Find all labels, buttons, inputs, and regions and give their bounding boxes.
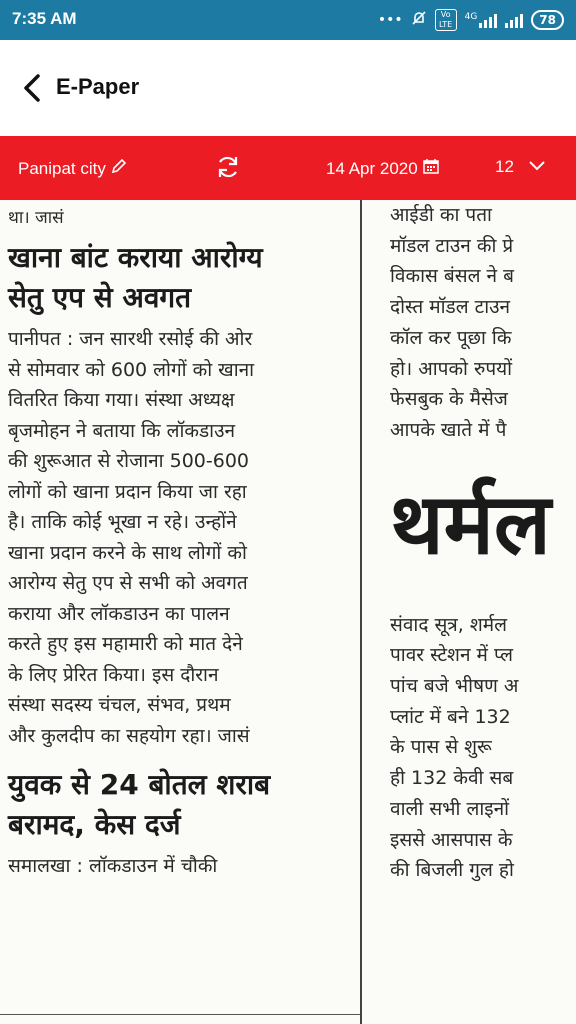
body-line: हो। आपको रुपयों [390,357,513,380]
body-line: कराया और लॉकडाउन का पालन [8,602,230,625]
body-line: पांच बजे भीषण अ [390,675,519,698]
body-line: आरोग्य सेतु एप से सभी को अवगत [8,572,248,594]
left-column [8,204,348,882]
status-time: 7:35 AM [12,9,77,28]
column-divider [360,200,362,1024]
body-line: लोगों को खाना प्रदान किया जा रहा [8,480,247,503]
headline-line: बरामद, केस दर्ज [8,808,181,841]
body-line: और कुलदीप का सहयोग रहा। जासं [8,724,250,747]
dots-icon: ••• [377,12,403,28]
body-line: करते हुए इस महामारी को मात देने [8,633,243,655]
body-line: समालखा : लॉकडाउन में चौकी [8,855,218,877]
refresh-icon [214,153,242,186]
calendar-icon [422,157,440,180]
body-line: वितरित किया गया। संस्था अध्यक्ष [8,389,235,411]
bottom-divider [0,1014,360,1015]
story2-headline [8,765,348,845]
signal-icon [505,12,523,28]
body-line: से सोमवार को 600 लोगों को खाना [8,358,255,381]
article-fragment: था। जासं [8,208,64,228]
mute-icon [411,10,427,30]
body-line: संस्था सदस्य चंचल, संभव, प्रथम [8,694,231,716]
headline-line: युवक से 24 बोतल शराब [8,768,271,801]
city-label: Panipat city [18,158,106,178]
back-arrow-icon[interactable] [18,70,48,106]
body-line: पावर स्टेशन में प्ल [390,644,514,667]
status-icons [378,9,564,31]
body-line: दोस्त मॉडल टाउन [390,296,511,319]
body-line: के लिए प्रेरित किया। इस दौरान [8,663,219,686]
body-line: बृजमोहन ने बताया कि लॉकडाउन [8,419,236,442]
story2-body [8,851,348,882]
page-number: 12 [495,157,514,176]
body-line: की शुरूआत से रोजाना 500-600 [8,450,250,472]
epaper-page[interactable] [0,200,576,1024]
signal-4g-icon: 4G [465,12,498,28]
body-line: प्लांट में बने 132 [390,705,511,728]
pencil-icon [110,157,128,180]
body-line: विकास बंसल ने ब [390,265,514,288]
story1-body [8,324,348,751]
chevron-down-icon [528,157,546,177]
page-selector[interactable] [495,157,546,177]
body-line: पानीपत : जन सारथी रसोई की ओर [8,328,253,350]
story1-headline [8,238,348,318]
big-headline: थर्मल [390,474,551,573]
body-line: फेसबुक के मैसेज [390,388,508,411]
body-line: आईडी का पता [390,204,492,226]
body-line: ही 132 केवी सब [390,767,514,790]
volte-icon: Vo LTE [435,9,457,31]
body-line: वाली सभी लाइनों [390,797,510,820]
city-selector[interactable] [18,157,128,180]
body-line: कॉल कर पूछा कि [390,326,512,349]
body-line: संवाद सूत्र, शर्मल [390,613,508,636]
body-line: इससे आसपास के [390,828,513,851]
body-line: आपके खाते में पै [390,418,507,441]
epaper-toolbar [0,136,576,200]
right-column [390,200,576,886]
date-label: 14 Apr 2020 [326,158,418,178]
date-selector[interactable] [326,157,440,180]
body-line: है। ताकि कोई भूखा न रहे। उन्होंने [8,511,237,533]
body-line: के पास से शुरू [390,736,492,759]
battery-icon: 78 [531,10,564,30]
refresh-button[interactable] [214,153,242,186]
app-bar [0,40,576,136]
body-line: की बिजली गुल हो [390,859,514,882]
status-bar [0,0,576,40]
headline-line: खाना बांट कराया आरोग्य [8,241,263,274]
body-line: खाना प्रदान करने के साथ लोगों को [8,541,247,564]
page-title: E-Paper [56,74,140,99]
body-line: मॉडल टाउन की प्रे [390,234,514,257]
headline-line: सेतु एप से अवगत [8,281,192,314]
